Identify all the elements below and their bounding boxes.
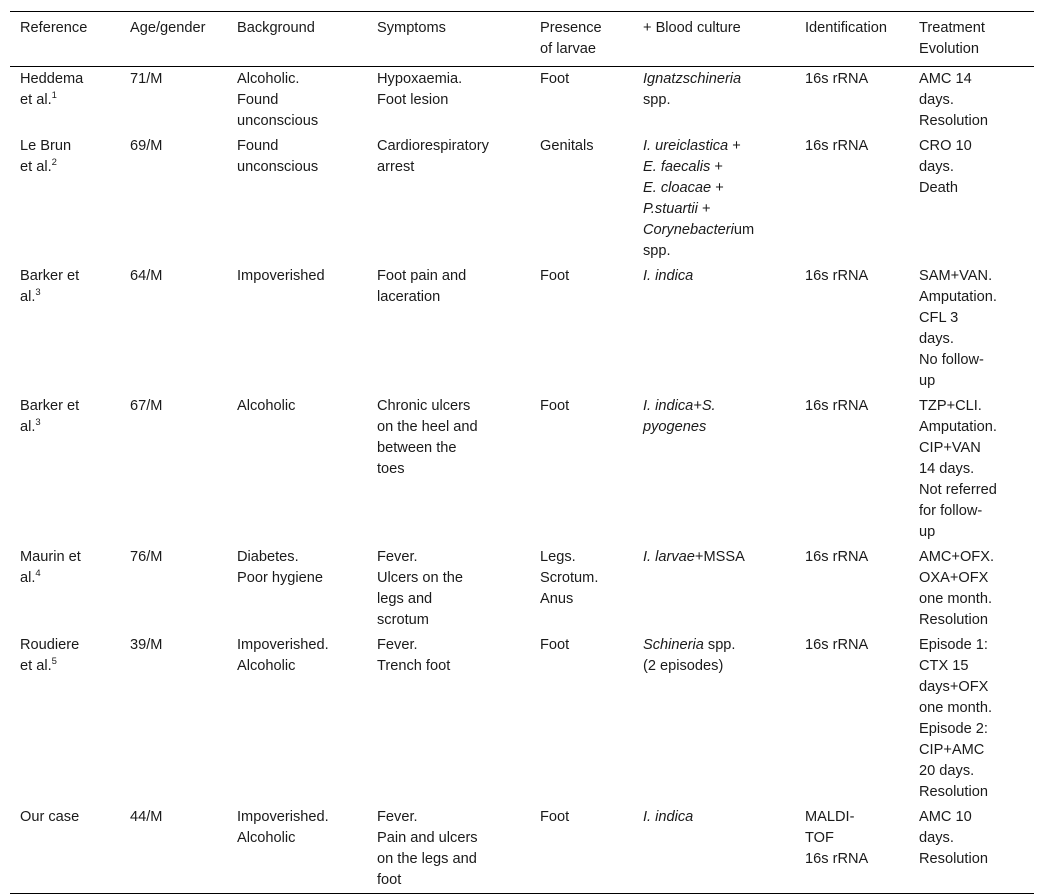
line: Genitals xyxy=(540,138,594,154)
cell-background xyxy=(227,633,367,805)
cell-symptoms xyxy=(367,633,530,805)
citation-superscript: 1 xyxy=(51,90,57,102)
line: Our case xyxy=(20,809,80,825)
line: days. xyxy=(919,92,954,108)
line: between the xyxy=(377,440,457,456)
ref-text: al. xyxy=(20,419,36,435)
line: on the heel and xyxy=(377,419,478,435)
organism: Schineria xyxy=(643,637,704,653)
line: Fever. xyxy=(377,549,418,565)
line: CTX 15 xyxy=(919,658,969,674)
line: Impoverished. xyxy=(237,809,329,825)
header-presence-of-larvae xyxy=(530,12,633,67)
table-row xyxy=(10,67,1034,135)
line: Maurin et xyxy=(20,549,81,565)
line: MALDI- xyxy=(805,809,855,825)
cell-symptoms xyxy=(367,264,530,394)
organism: P.stuartii xyxy=(643,201,698,217)
line: Roudiere xyxy=(20,637,80,653)
line: pyogenes xyxy=(643,419,707,435)
table-row xyxy=(10,805,1034,894)
line: Amputation. xyxy=(919,289,997,305)
line: Death xyxy=(919,180,958,196)
line: OXA+OFX xyxy=(919,570,989,586)
ref-text: et al. xyxy=(20,658,52,674)
line: Alcoholic xyxy=(237,830,296,846)
ref-text: et al. xyxy=(20,159,52,175)
line xyxy=(643,199,787,220)
line: 16s rRNA xyxy=(805,71,869,87)
line: up xyxy=(919,524,936,540)
line: No follow- xyxy=(919,352,984,368)
line: Foot xyxy=(540,268,570,284)
line: Le Brun xyxy=(20,138,72,154)
citation-superscript: 2 xyxy=(51,157,57,169)
cell-treatment xyxy=(909,134,1034,264)
cell-identification xyxy=(795,67,909,135)
line xyxy=(643,635,787,656)
line: Anus xyxy=(540,591,574,607)
line: Foot lesion xyxy=(377,92,449,108)
line: Heddema xyxy=(20,71,84,87)
cell-background xyxy=(227,805,367,894)
header-line: of larvae xyxy=(540,41,596,57)
header-line: Treatment xyxy=(919,20,985,36)
line: Fever. xyxy=(377,637,418,653)
line xyxy=(643,157,787,178)
cell-age-gender: 39/M xyxy=(130,637,163,653)
line: Alcoholic. xyxy=(237,71,300,87)
citation-superscript: 4 xyxy=(35,568,41,580)
cell-identification xyxy=(795,134,909,264)
cell-larvae xyxy=(530,67,633,135)
line: Cardiorespiratory xyxy=(377,138,489,154)
line: Pain and ulcers xyxy=(377,830,478,846)
cell-blood-culture xyxy=(633,264,795,394)
line: Alcoholic xyxy=(237,398,296,414)
header-reference: Reference xyxy=(20,20,88,36)
line: Foot xyxy=(540,637,570,653)
table-row xyxy=(10,633,1034,805)
organism: I. ureiclastica xyxy=(643,138,729,154)
line: unconscious xyxy=(237,113,319,129)
line: TZP+CLI. xyxy=(919,398,982,414)
line: 16s rRNA xyxy=(805,637,869,653)
line: Scrotum. xyxy=(540,570,599,586)
line xyxy=(20,417,112,438)
line: Foot pain and xyxy=(377,268,467,284)
table-row xyxy=(10,264,1034,394)
line: Foot xyxy=(540,809,570,825)
ref-text: al. xyxy=(20,570,36,586)
line: SAM+VAN. xyxy=(919,268,993,284)
header-line: Evolution xyxy=(919,41,980,57)
cell-blood-culture xyxy=(633,545,795,633)
plus: + xyxy=(728,138,741,154)
ref-text: et al. xyxy=(20,92,52,108)
line: AMC 14 xyxy=(919,71,972,87)
line: days. xyxy=(919,331,954,347)
line: CIP+VAN xyxy=(919,440,981,456)
table-row xyxy=(10,545,1034,633)
case-comparison-table-container xyxy=(10,11,1034,894)
line: Fever. xyxy=(377,809,418,825)
cell-age-gender: 71/M xyxy=(130,71,163,87)
line: Episode 1: xyxy=(919,637,988,653)
plus: + xyxy=(711,180,724,196)
line xyxy=(20,157,112,178)
organism: I. larvae xyxy=(643,549,695,565)
line: 16s rRNA xyxy=(805,851,869,867)
line: Chronic ulcers xyxy=(377,398,471,414)
organism-suffix: spp. xyxy=(703,637,736,653)
cell-identification xyxy=(795,394,909,545)
line: Trench foot xyxy=(377,658,451,674)
line xyxy=(20,656,112,677)
table-row xyxy=(10,394,1034,545)
line: arrest xyxy=(377,159,415,175)
table-row xyxy=(10,134,1034,264)
cell-background xyxy=(227,545,367,633)
header-background: Background xyxy=(237,20,315,36)
cell-age-gender: 64/M xyxy=(130,268,163,284)
ref-text: al. xyxy=(20,289,36,305)
header-treatment-evolution xyxy=(909,12,1034,67)
cell-background xyxy=(227,134,367,264)
cell-larvae xyxy=(530,134,633,264)
cell-background xyxy=(227,264,367,394)
cell-blood-culture xyxy=(633,633,795,805)
line: Foot xyxy=(540,398,570,414)
line: toes xyxy=(377,461,405,477)
cell-reference xyxy=(10,264,120,394)
cell-treatment xyxy=(909,805,1034,894)
line: foot xyxy=(377,872,402,888)
cell-symptoms xyxy=(367,545,530,633)
plus: + xyxy=(710,159,723,175)
cell-age-gender: 69/M xyxy=(130,138,163,154)
cell-reference xyxy=(10,394,120,545)
cell-treatment xyxy=(909,633,1034,805)
line: unconscious xyxy=(237,159,319,175)
line: one month. xyxy=(919,700,993,716)
line: days. xyxy=(919,830,954,846)
cell-age-gender: 44/M xyxy=(130,809,163,825)
line: days+OFX xyxy=(919,679,989,695)
line: 16s rRNA xyxy=(805,268,869,284)
header-blood-culture: + Blood culture xyxy=(643,20,741,36)
citation-superscript: 5 xyxy=(51,656,57,668)
cell-larvae xyxy=(530,545,633,633)
line: Ignatzschineria xyxy=(643,71,742,87)
line xyxy=(643,178,787,199)
line: Alcoholic xyxy=(237,658,296,674)
line xyxy=(643,220,787,241)
line: 20 days. xyxy=(919,763,975,779)
line: up xyxy=(919,373,936,389)
line: Episode 2: xyxy=(919,721,988,737)
organism: E. faecalis xyxy=(643,159,711,175)
line: CFL 3 xyxy=(919,310,959,326)
cell-age-gender: 67/M xyxy=(130,398,163,414)
line: CIP+AMC xyxy=(919,742,985,758)
cell-symptoms xyxy=(367,394,530,545)
line xyxy=(20,287,112,308)
cell-larvae xyxy=(530,394,633,545)
cell-reference xyxy=(10,545,120,633)
citation-superscript: 3 xyxy=(35,417,41,429)
line: AMC 10 xyxy=(919,809,972,825)
cell-symptoms xyxy=(367,134,530,264)
line: spp. xyxy=(643,92,671,108)
plus: + xyxy=(697,201,711,217)
line: on the legs and xyxy=(377,851,477,867)
line: 14 days. xyxy=(919,461,975,477)
cell-treatment xyxy=(909,67,1034,135)
line: Foot xyxy=(540,71,570,87)
line: Impoverished. xyxy=(237,637,329,653)
line: Not referred xyxy=(919,482,997,498)
cell-blood-culture xyxy=(633,805,795,894)
line: I. indica xyxy=(643,268,694,284)
cell-reference xyxy=(10,134,120,264)
header-age-gender: Age/gender xyxy=(130,20,206,36)
cell-background xyxy=(227,67,367,135)
line xyxy=(20,90,112,111)
cell-background xyxy=(227,394,367,545)
line xyxy=(643,547,787,568)
line: 16s rRNA xyxy=(805,398,869,414)
line: Resolution xyxy=(919,612,988,628)
cell-blood-culture xyxy=(633,134,795,264)
organism: Corynebacteri xyxy=(643,222,734,238)
organism-suffix: um xyxy=(733,222,755,238)
header-line: Presence xyxy=(540,20,602,36)
line: CRO 10 xyxy=(919,138,972,154)
line: one month. xyxy=(919,591,993,607)
line: Found xyxy=(237,138,279,154)
line xyxy=(643,136,787,157)
line: laceration xyxy=(377,289,441,305)
line: Found xyxy=(237,92,279,108)
case-comparison-table xyxy=(10,11,1034,894)
citation-superscript: 3 xyxy=(35,287,41,299)
cell-larvae xyxy=(530,264,633,394)
line: (2 episodes) xyxy=(643,658,724,674)
line: scrotum xyxy=(377,612,429,628)
cell-larvae xyxy=(530,805,633,894)
line: 16s rRNA xyxy=(805,138,869,154)
line: Impoverished xyxy=(237,268,325,284)
cell-identification xyxy=(795,805,909,894)
cell-blood-culture xyxy=(633,394,795,545)
cell-reference xyxy=(10,67,120,135)
header-symptoms: Symptoms xyxy=(377,20,446,36)
cell-symptoms xyxy=(367,67,530,135)
line: Ulcers on the xyxy=(377,570,463,586)
line: I. indica+S. xyxy=(643,398,716,414)
line: Hypoxaemia. xyxy=(377,71,463,87)
organism-extra: +MSSA xyxy=(694,549,745,565)
line: Resolution xyxy=(919,113,988,129)
cell-treatment xyxy=(909,264,1034,394)
cell-reference xyxy=(10,633,120,805)
line: for follow- xyxy=(919,503,983,519)
cell-treatment xyxy=(909,545,1034,633)
cell-identification xyxy=(795,264,909,394)
organism: E. cloacae xyxy=(643,180,712,196)
cell-blood-culture xyxy=(633,67,795,135)
line: Resolution xyxy=(919,784,988,800)
cell-identification xyxy=(795,633,909,805)
cell-identification xyxy=(795,545,909,633)
line: AMC+OFX. xyxy=(919,549,995,565)
line: Barker et xyxy=(20,398,80,414)
line: Resolution xyxy=(919,851,988,867)
line: Diabetes. xyxy=(237,549,299,565)
line: TOF xyxy=(805,830,834,846)
cell-age-gender: 76/M xyxy=(130,549,163,565)
header-identification: Identification xyxy=(805,20,887,36)
line: Legs. xyxy=(540,549,576,565)
cell-symptoms xyxy=(367,805,530,894)
cell-larvae xyxy=(530,633,633,805)
line: Barker et xyxy=(20,268,80,284)
line xyxy=(20,568,112,589)
line: Amputation. xyxy=(919,419,997,435)
header-row xyxy=(10,12,1034,67)
line: Poor hygiene xyxy=(237,570,324,586)
line: I. indica xyxy=(643,809,694,825)
cell-reference xyxy=(10,805,120,894)
line: days. xyxy=(919,159,954,175)
line: spp. xyxy=(643,243,671,259)
line: 16s rRNA xyxy=(805,549,869,565)
line: legs and xyxy=(377,591,433,607)
cell-treatment xyxy=(909,394,1034,545)
